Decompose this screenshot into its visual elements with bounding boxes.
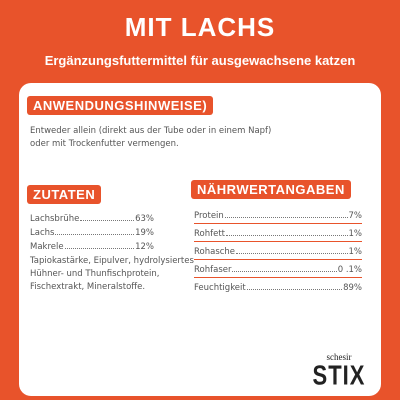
dot-leader — [226, 235, 348, 236]
usage-text — [30, 125, 271, 151]
ingredient-value: 19% — [135, 228, 154, 238]
nutrition-value: 7% — [348, 211, 362, 221]
ingredients-heading: ZUTATEN — [27, 185, 101, 204]
page-subtitle: Ergänzungsfuttermittel für ausgewachsene katzen — [44, 53, 356, 68]
usage-heading: ANWENDUNGSHINWEISE) — [27, 96, 213, 115]
nutrition-name: Rohfett — [194, 229, 225, 239]
usage-line: Entweder allein (direkt aus der Tube oder in einem Napf) — [30, 126, 272, 136]
nutrition-name: Protein — [194, 211, 224, 221]
nutrition-name: Rohasche — [194, 247, 236, 257]
nutrition-row — [194, 265, 362, 275]
divider — [194, 277, 362, 278]
ingredient-row — [30, 214, 154, 224]
page-title: MIT LACHS — [124, 12, 276, 42]
dot-leader — [236, 253, 347, 254]
info-card — [19, 83, 381, 396]
ingredient-name: Lachs — [30, 228, 55, 238]
divider — [194, 259, 362, 260]
ingredient-row — [30, 242, 154, 252]
ingredient-name: Lachsbrühe — [30, 214, 80, 224]
dot-leader — [225, 217, 348, 218]
nutrition-row — [194, 229, 362, 239]
ingredients-extra-line: Hühner- und Thunfischprotein, — [30, 269, 160, 279]
nutrition-heading: NÄHRWERTANGABEN — [191, 180, 351, 199]
dot-leader — [55, 234, 134, 235]
nutrition-row — [194, 283, 362, 293]
dot-leader — [232, 271, 336, 272]
brand-name: schesir — [326, 352, 352, 362]
nutrition-row — [194, 247, 362, 257]
nutrition-name: Feuchtigkeit — [194, 283, 246, 293]
dot-leader — [247, 289, 342, 290]
ingredient-row — [30, 228, 154, 238]
ingredient-name: Makrele — [30, 242, 64, 252]
nutrition-value: 1% — [348, 229, 362, 239]
dot-leader — [80, 220, 134, 221]
ingredients-extra-line: Fischextrakt, Mineralstoffe. — [30, 282, 146, 292]
ingredient-value: 63% — [135, 214, 154, 224]
product-name: STIX — [312, 359, 366, 391]
ingredients-extra — [30, 255, 194, 294]
nutrition-value: 1% — [348, 247, 362, 257]
nutrition-value: 0 .1% — [337, 265, 362, 275]
ingredients-extra-line: Tapiokastärke, Eipulver, hydrolysiertes — [30, 256, 194, 266]
divider — [194, 241, 362, 242]
nutrition-row — [194, 211, 362, 221]
usage-line: oder mit Trockenfutter vermengen. — [30, 139, 179, 149]
brand-logo — [309, 352, 369, 391]
nutrition-value: 89% — [343, 283, 362, 293]
nutrition-name: Rohfaser — [194, 265, 232, 275]
dot-leader — [65, 248, 135, 249]
ingredient-value: 12% — [135, 242, 154, 252]
divider — [194, 223, 362, 224]
